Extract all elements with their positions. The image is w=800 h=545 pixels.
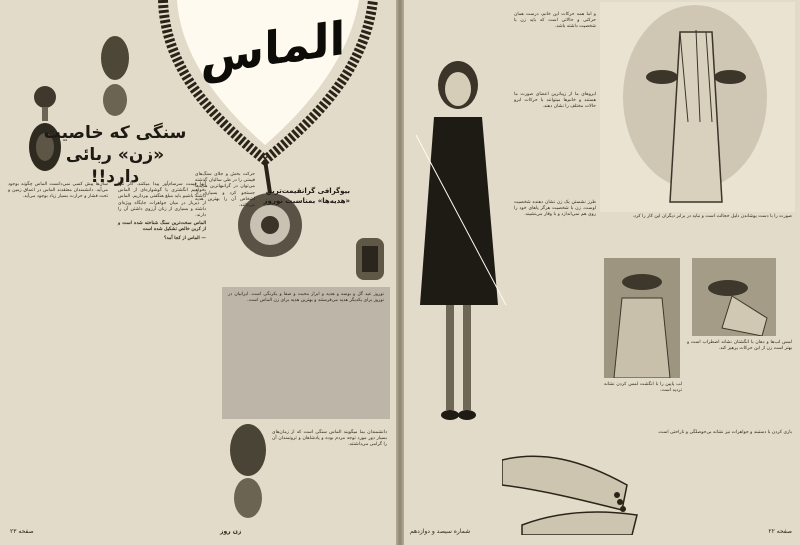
page-number-right: صفحه ۲۲ [768,528,792,535]
bottom-column: دانشمندان بما میگویند الماس سنگی است که از زمان‌های بسیار دور مورد توجه مردم بوده و پادشاهان و ثروتمندان آن را گرامی می‌داشتند. [272,430,387,448]
col-right-bold: الماس سخت‌ترین سنگ شناخته شده است و از کربن خالص تشکیل شده است [118,221,206,233]
text-column-bottom-right: بازی کردن با دستبند و جواهرات نیز نشانه بی‌حوصلگی و ناراحتی است. [657,430,792,435]
caption-face: صورت را با دست پوشاندن دلیل خجالت است و نباید در برابر دیگران این کار را کرد. [632,214,792,219]
ring-illustration [350,232,390,288]
col-mid-text: سال‌ها پیش کسی نمی‌دانست الماس چگونه بوجود می‌آید. دانشمندان معتقدند الماس در اعماق زمین و تحت فشار و حرارت بسیار زیاد بوجود می‌آید. [8,182,108,200]
col-right-heading: — الماس از کجا آمد؟ [164,235,206,241]
text-column-left [8,182,108,512]
left-page [0,0,396,545]
page-gutter [396,0,404,545]
face-hand-illustration [600,2,795,212]
col-right-text: آنها قیمت سرسام‌آور پیدا میکنند. اگر تنها بخواهیم انگشتری یا گوشواره‌ای از الماس داشته باشیم باید مبلغ هنگفتی بپردازیم. الماس از دیرباز در میان جواهرات جایگاه ویژه‌ای داشته و بسیاری از زنان آرزوی داشتن آن را دارند. [118,182,206,219]
intro-text: حرکت بخش و جلای سنگ‌های قیمتی را در طی سالیان گذشته می‌توان در گرانبهاترین هدیه‌ها جستجو کرد و بسیاری از اشخاص آن را بهترین هدیه می‌دانند. [195,172,255,209]
magazine-logo: زن روز [220,528,242,535]
brooch-illustration-bottom [225,420,271,525]
text-column-mid: ابروهای ما از زیباترین اعضای صورت ما هستند و خانم‌ها میتوانند با حرکات ابرو حالات مختلف را نشان دهند. [514,92,596,110]
lips-hand-photo-2 [692,258,776,336]
right-page [404,0,800,545]
article-byline: بیوگرافی گرانقیمت‌ترین «هدیه‌ها» بمناسبت نوروز [263,187,350,205]
article-headline: سنگی که خاصیت «زن» ربائی دارد!! [43,123,187,187]
masthead-title: الماس [200,10,346,86]
text-column-hands: لمس لب‌ها و دهان با انگشتان نشانه اضطراب است و بهتر است زن از این حرکات پرهیز کند. [687,340,792,352]
lips-hand-photo-1 [604,258,680,378]
woman-illustration [408,55,513,455]
highlight-box-text: نوروز عید گل و بوسه و هدیه و ابراز محبت و صفا و یکرنگی است. ایرانیان در نوروز برای یکدیگر هدیه می‌فرستند و بهترین هدیه برای زن الماس است. [228,292,384,304]
brooch-illustration [95,30,135,120]
issue-number: شماره سیصد و دوازدهم [410,528,471,535]
page-number-left: صفحه ۲۳ [10,528,34,535]
hands-bracelet-illustration [502,440,642,535]
caption-lips: لب پایین را با انگشت لمس کردن نشانه تردید است. [604,382,682,394]
text-column-lower: طرز نشستن یک زن نشان دهنده شخصیت اوست. زن با شخصیت هرگز پاهای خود را روی هم نمی‌اندازد و با وقار می‌نشیند. [514,200,596,218]
highlight-box [222,287,390,419]
text-column-top: و اما همه حرکات این خانم، درست همان حرکتی و حالاتی است که باید زن با شخصیت داشته باشد. [514,12,596,30]
text-column-right [118,182,206,512]
